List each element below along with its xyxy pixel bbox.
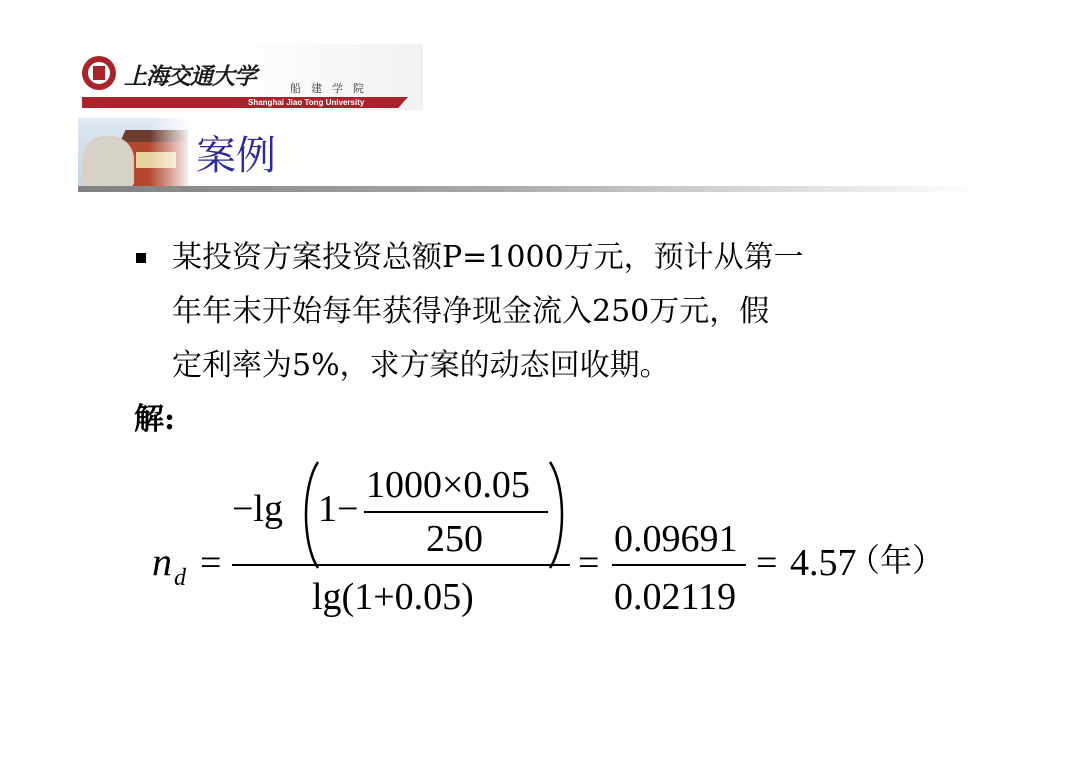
title-underline xyxy=(78,186,983,192)
formula-frac2-denominator: 0.02119 xyxy=(614,576,737,618)
formula-neg-lg: −lg xyxy=(232,488,283,530)
problem-line-1: 某投资方案投资总额P=1000万元，预计从第一 xyxy=(172,240,804,275)
department-name: 船建学院 xyxy=(290,82,374,95)
formula-frac2-bar xyxy=(612,564,746,566)
solution-label: 解: xyxy=(134,402,176,437)
formula-inner-fraction-bar xyxy=(364,511,548,513)
formula-denominator: lg(1+0.05) xyxy=(312,576,474,618)
formula-main-fraction-bar xyxy=(232,564,570,566)
title-photo xyxy=(78,118,188,188)
formula-inner-numerator: 1000×0.05 xyxy=(366,464,530,506)
formula-lhs-symbol: n xyxy=(152,539,172,584)
formula-frac2-numerator: 0.09691 xyxy=(614,518,738,560)
seal-emblem xyxy=(93,66,105,80)
formula-equals-2: = xyxy=(578,542,600,584)
problem-line-3: 定利率为5%，求方案的动态回收期。 xyxy=(172,348,670,383)
formula-result: 4.57 xyxy=(790,542,857,584)
formula-equals-1: = xyxy=(200,542,222,584)
university-name-en: Shanghai Jiao Tong University xyxy=(248,98,365,107)
formula-one-minus: 1− xyxy=(318,488,359,530)
photo-fade-overlay xyxy=(78,118,188,188)
formula-lhs-subscript: d xyxy=(174,565,186,591)
right-paren-icon xyxy=(546,460,572,570)
problem-line-2: 年年末开始每年获得净现金流入250万元，假 xyxy=(172,294,770,329)
formula-unit: （年） xyxy=(848,541,945,579)
bullet-square-icon xyxy=(136,253,146,263)
formula-equals-3: = xyxy=(756,542,778,584)
university-name-cn: 上海交通大学 xyxy=(124,63,256,90)
formula-inner-denominator: 250 xyxy=(426,518,483,560)
slide-title: 案例 xyxy=(196,133,276,179)
